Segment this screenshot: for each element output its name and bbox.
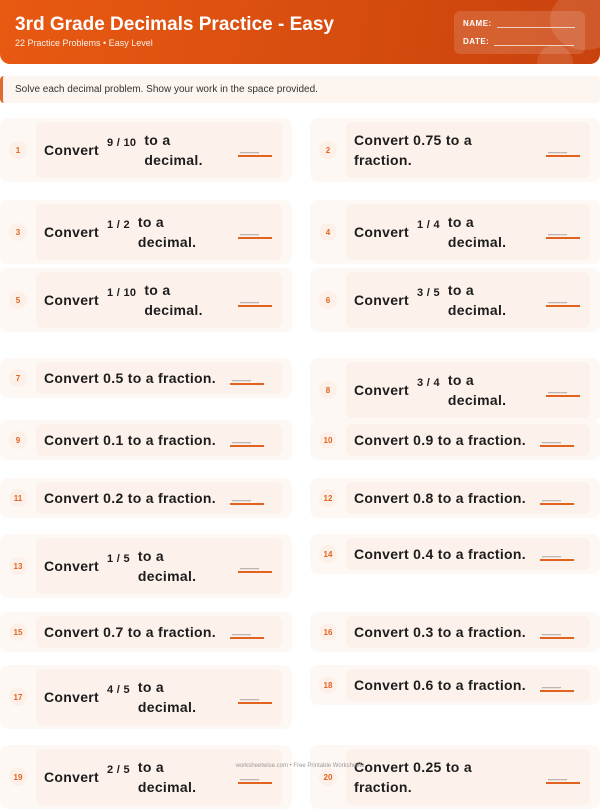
problem-text-tail: to a decimal. xyxy=(137,214,197,250)
fraction: 9 / 10 xyxy=(107,137,137,149)
problem-text: Convert xyxy=(44,292,99,308)
answer-blank[interactable]: ___ xyxy=(540,433,574,447)
problem-number: 4 xyxy=(319,223,337,241)
problem-item xyxy=(310,118,600,182)
problem-item xyxy=(0,745,292,809)
problem-item xyxy=(310,478,600,518)
problem-text: Convert 0.9 to a fraction. xyxy=(354,432,526,448)
problem-text: Convert 0.25 to a fraction. xyxy=(354,759,472,795)
answer-blank[interactable]: ___ xyxy=(230,491,264,505)
fraction: 3 / 4 xyxy=(417,377,440,389)
answer-blank[interactable]: ___ xyxy=(238,559,272,573)
answer-blank[interactable]: ___ xyxy=(230,371,264,385)
problem-box xyxy=(346,616,590,648)
fraction: 1 / 10 xyxy=(107,287,137,299)
problem-text: Convert 0.5 to a fraction. xyxy=(44,370,216,386)
problem-item xyxy=(0,612,292,652)
problem-box xyxy=(346,424,590,456)
answer-blank[interactable]: ___ xyxy=(540,625,574,639)
fraction: 1 / 4 xyxy=(417,219,440,231)
fraction: 2 / 5 xyxy=(107,764,130,776)
problem-item xyxy=(310,358,600,422)
problem-item xyxy=(0,534,292,598)
problem-box xyxy=(346,122,590,178)
name-date-box xyxy=(454,11,585,54)
problem-item xyxy=(0,200,292,264)
fraction: 1 / 5 xyxy=(107,553,130,565)
date-field[interactable] xyxy=(463,37,574,46)
problem-item xyxy=(0,665,292,729)
problem-number: 8 xyxy=(319,381,337,399)
problem-box xyxy=(346,749,590,805)
problem-text: Convert 0.3 to a fraction. xyxy=(354,624,526,640)
problem-text: Convert 0.8 to a fraction. xyxy=(354,490,526,506)
answer-blank[interactable]: ___ xyxy=(540,547,574,561)
instructions: Solve each decimal problem. Show your work in the space provided. xyxy=(0,76,600,103)
problem-text-tail: to a decimal. xyxy=(447,372,507,408)
problem-box xyxy=(36,616,282,648)
problem-box xyxy=(36,122,282,178)
problem-text: Convert 0.6 to a fraction. xyxy=(354,677,526,693)
problem-text: Convert 0.7 to a fraction. xyxy=(44,624,216,640)
problem-box xyxy=(36,482,282,514)
problem-number: 20 xyxy=(319,768,337,786)
problem-box xyxy=(36,749,282,805)
problem-box xyxy=(36,272,282,328)
problem-item xyxy=(310,612,600,652)
problem-number: 14 xyxy=(319,545,337,563)
answer-blank[interactable]: ___ xyxy=(238,225,272,239)
answer-blank[interactable]: ___ xyxy=(238,293,272,307)
answer-blank[interactable]: ___ xyxy=(546,225,580,239)
problem-text: Convert 0.75 to a fraction. xyxy=(354,132,472,168)
problem-text: Convert xyxy=(44,142,99,158)
problem-box xyxy=(346,538,590,570)
problem-text: Convert xyxy=(44,224,99,240)
problem-box xyxy=(346,204,590,260)
problem-item xyxy=(310,534,600,574)
fraction: 4 / 5 xyxy=(107,684,130,696)
name-label: NAME: xyxy=(463,19,492,28)
problem-box xyxy=(346,362,590,418)
answer-blank[interactable]: ___ xyxy=(546,143,580,157)
answer-blank[interactable]: ___ xyxy=(238,770,272,784)
problem-number: 7 xyxy=(9,369,27,387)
problem-number: 2 xyxy=(319,141,337,159)
problem-number: 3 xyxy=(9,223,27,241)
problem-item xyxy=(0,118,292,182)
problem-item xyxy=(310,200,600,264)
problem-item xyxy=(0,478,292,518)
problem-number: 1 xyxy=(9,141,27,159)
worksheet-header xyxy=(0,0,600,64)
problem-text: Convert xyxy=(44,689,99,705)
problem-text: Convert xyxy=(44,558,99,574)
problem-box xyxy=(346,669,590,701)
problem-box xyxy=(36,424,282,456)
problem-text-tail: to a decimal. xyxy=(447,214,507,250)
problem-text: Convert xyxy=(44,769,99,785)
problem-box xyxy=(36,538,282,594)
answer-blank[interactable]: ___ xyxy=(230,625,264,639)
problem-item xyxy=(0,358,292,398)
problem-text: Convert 0.4 to a fraction. xyxy=(354,546,526,562)
answer-blank[interactable]: ___ xyxy=(540,678,574,692)
problem-number: 5 xyxy=(9,291,27,309)
problem-text: Convert 0.1 to a fraction. xyxy=(44,432,216,448)
problem-text: Convert xyxy=(354,382,409,398)
problem-text-tail: to a decimal. xyxy=(137,548,197,584)
answer-blank[interactable]: ___ xyxy=(546,383,580,397)
problem-item xyxy=(310,268,600,332)
problem-text-tail: to a decimal. xyxy=(144,282,203,318)
answer-blank[interactable]: ___ xyxy=(540,491,574,505)
problem-item xyxy=(0,268,292,332)
problem-item xyxy=(310,665,600,705)
problem-number: 9 xyxy=(9,431,27,449)
problem-box xyxy=(36,669,282,725)
problem-text-tail: to a decimal. xyxy=(137,679,197,715)
problem-text-tail: to a decimal. xyxy=(144,132,203,168)
problem-number: 17 xyxy=(9,688,27,706)
name-field[interactable] xyxy=(463,19,575,28)
problem-text-tail: to a decimal. xyxy=(137,759,197,795)
problem-item xyxy=(310,420,600,460)
problem-item xyxy=(310,745,600,809)
answer-blank[interactable]: ___ xyxy=(238,690,272,704)
answer-blank[interactable]: ___ xyxy=(546,293,580,307)
problem-text: Convert xyxy=(354,292,409,308)
problem-number: 12 xyxy=(319,489,337,507)
problem-text: Convert xyxy=(354,224,409,240)
problem-number: 13 xyxy=(9,557,27,575)
problem-number: 19 xyxy=(9,768,27,786)
problem-number: 16 xyxy=(319,623,337,641)
fraction: 3 / 5 xyxy=(417,287,440,299)
problem-box xyxy=(346,482,590,514)
problem-text: Convert 0.2 to a fraction. xyxy=(44,490,216,506)
date-label: DATE: xyxy=(463,37,490,46)
problem-number: 11 xyxy=(9,489,27,507)
problem-box xyxy=(36,204,282,260)
problem-item xyxy=(0,420,292,460)
answer-blank[interactable]: ___ xyxy=(546,770,580,784)
page-title: 3rd Grade Decimals Practice - Easy xyxy=(15,14,334,35)
problem-text-tail: to a decimal. xyxy=(447,282,507,318)
problem-number: 6 xyxy=(319,291,337,309)
problem-grid xyxy=(0,118,600,805)
problem-number: 18 xyxy=(319,676,337,694)
fraction: 1 / 2 xyxy=(107,219,130,231)
problem-number: 10 xyxy=(319,431,337,449)
footer: worksheetwise.com • Free Printable Worksheets xyxy=(235,763,365,769)
problem-number: 15 xyxy=(9,623,27,641)
problem-box xyxy=(346,272,590,328)
page-subtitle: 22 Practice Problems • Easy Level xyxy=(15,38,153,48)
problem-box xyxy=(36,362,282,394)
answer-blank[interactable]: ___ xyxy=(230,433,264,447)
answer-blank[interactable]: ___ xyxy=(238,143,272,157)
